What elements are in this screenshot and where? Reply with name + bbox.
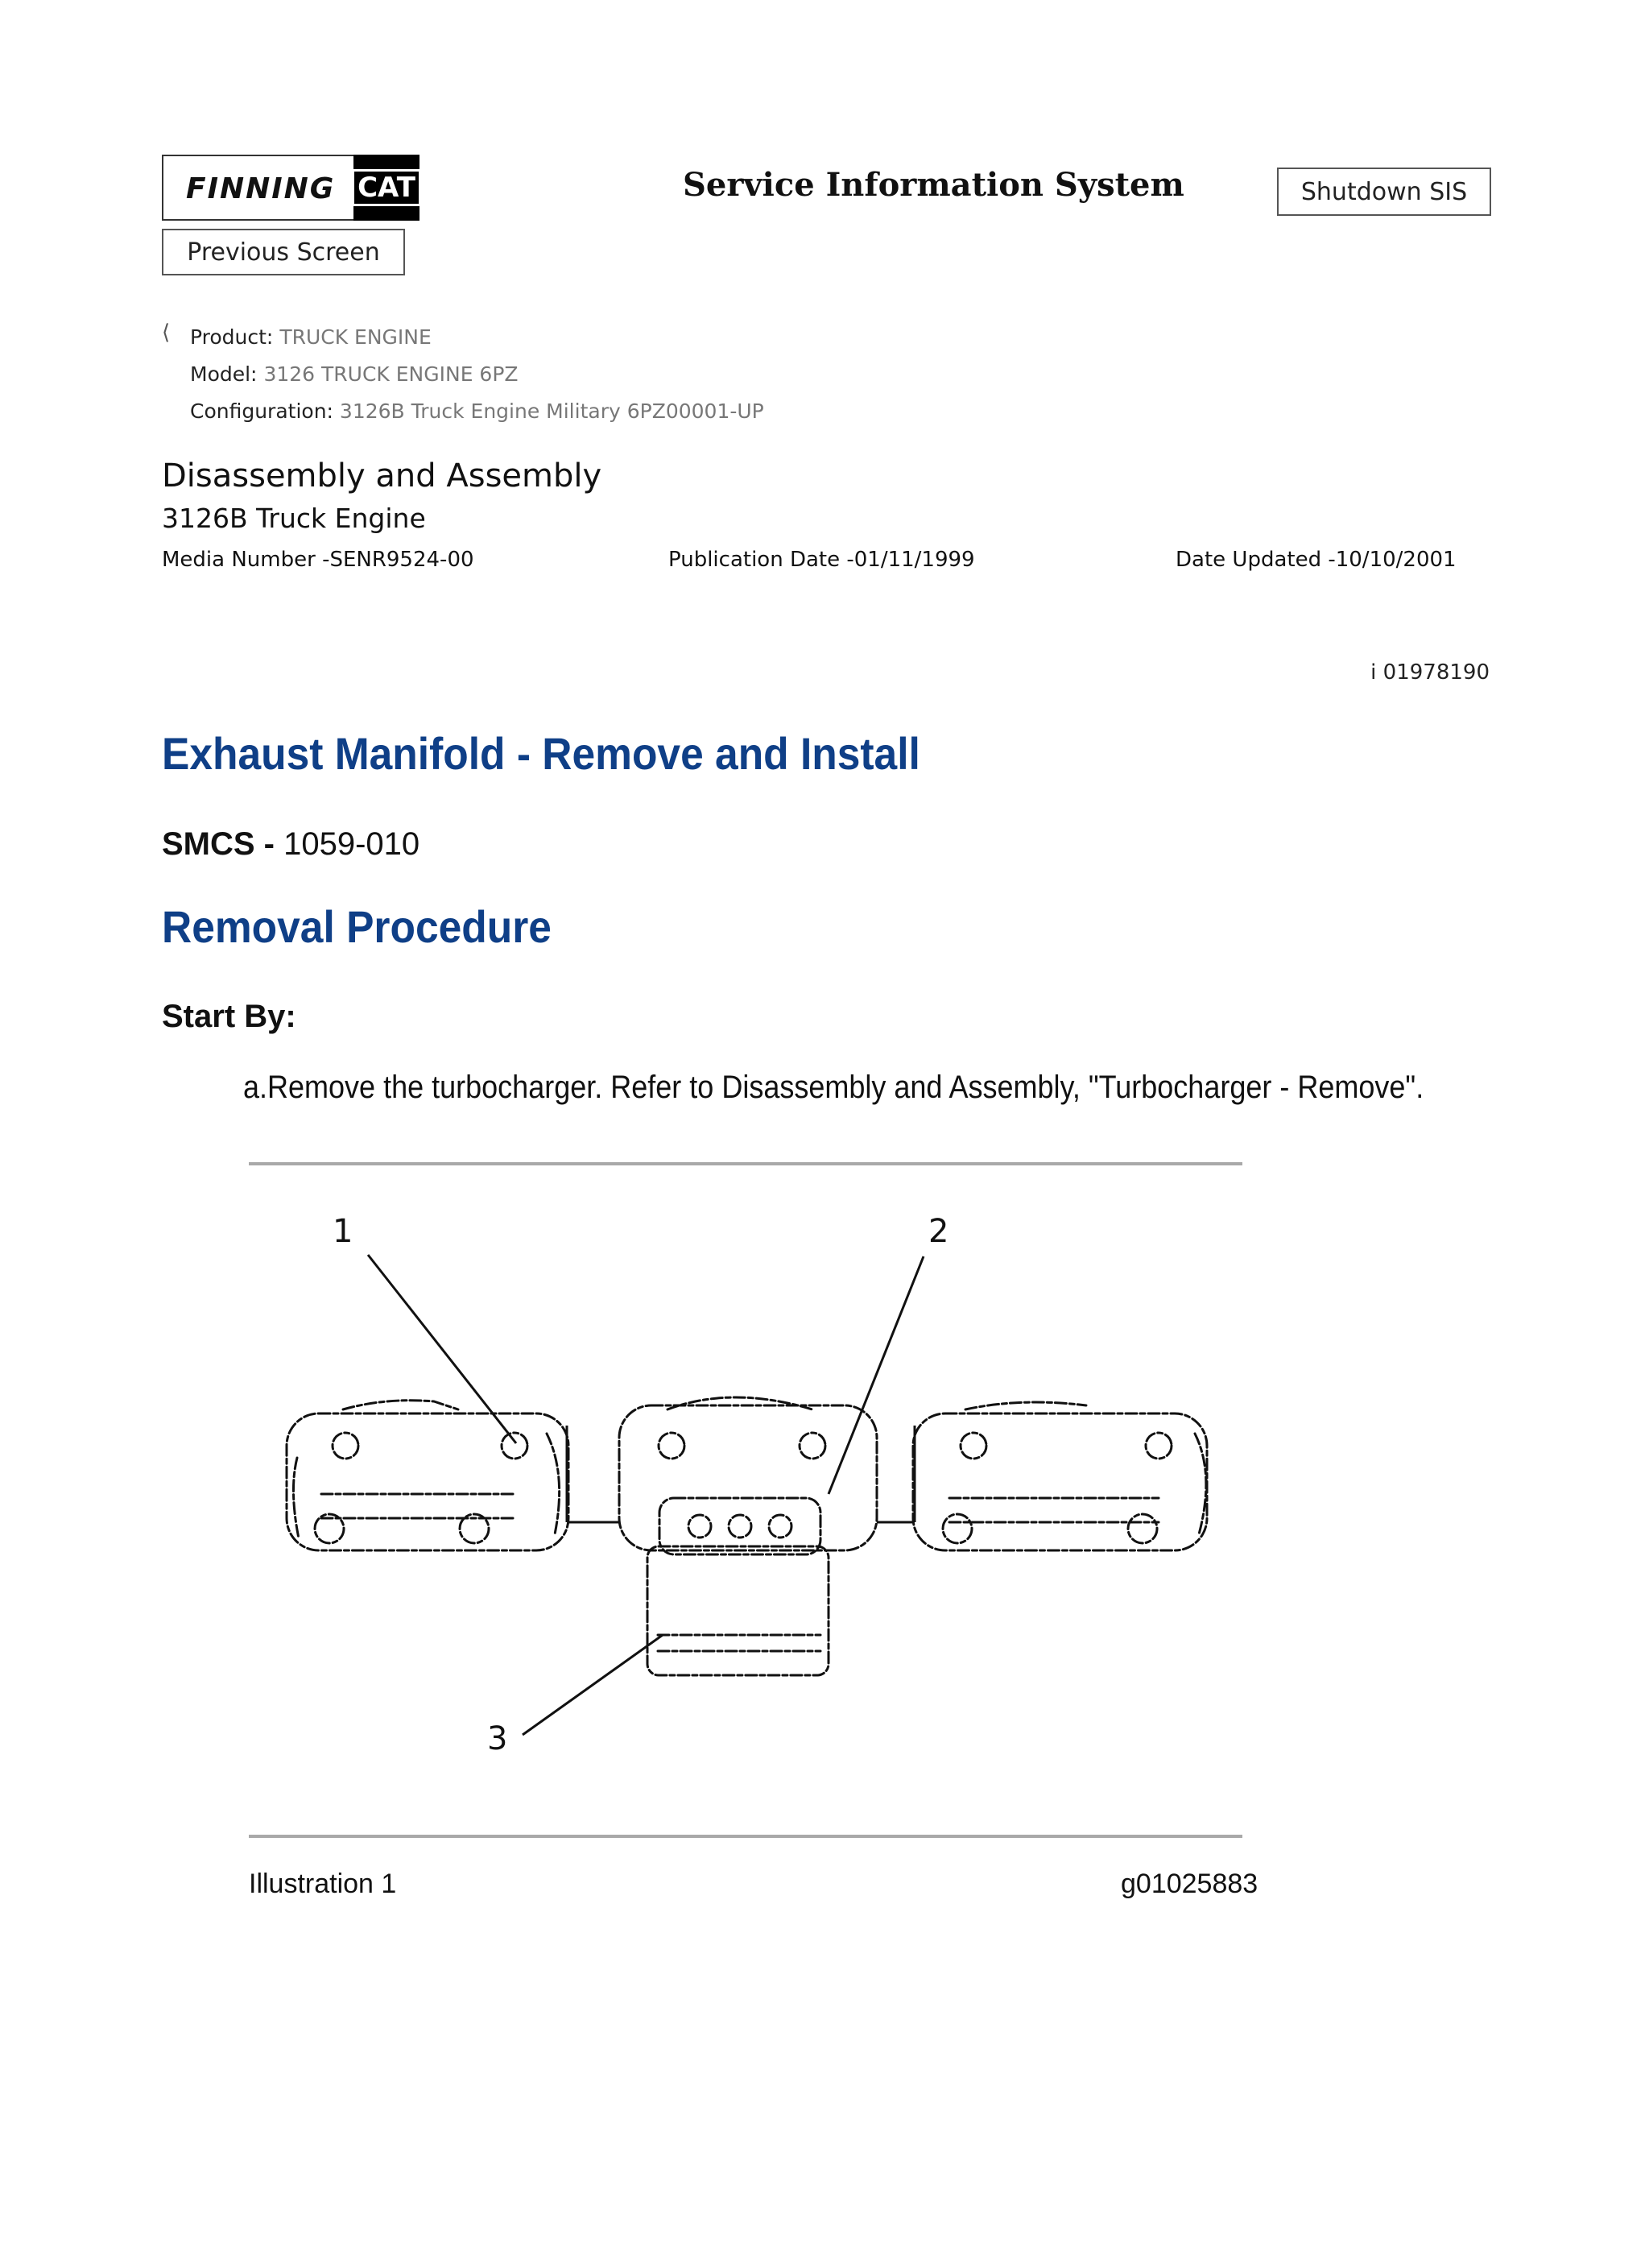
document-id: i 01978190	[1370, 660, 1490, 685]
system-title: Service Information System	[683, 166, 1184, 204]
breadcrumb-product	[190, 319, 764, 356]
breadcrumb-configuration	[190, 393, 764, 430]
logo-text: FINNING	[186, 172, 336, 205]
document-title: Disassembly and Assembly	[162, 457, 602, 495]
step-item: a.Remove the turbocharger. Refer to Disassembly and Assembly, "Turbocharger - Remove".	[243, 1070, 1424, 1105]
product-key: Product:	[190, 325, 274, 349]
previous-screen-button[interactable]: Previous Screen	[162, 229, 405, 275]
manifold-left-section	[287, 1401, 568, 1550]
section-heading: Removal Procedure	[162, 901, 552, 952]
callout-2-label: 2	[928, 1213, 949, 1250]
illustration-bottom-rule	[249, 1835, 1242, 1838]
model-key: Model:	[190, 362, 258, 386]
model-value: 3126 TRUCK ENGINE 6PZ	[263, 362, 519, 386]
cat-logo-text: CAT	[352, 169, 421, 206]
finning-cat-logo	[162, 155, 419, 221]
smcs-code	[162, 826, 419, 863]
cat-logo-mark	[353, 155, 419, 221]
breadcrumb	[190, 319, 764, 430]
exhaust-manifold-illustration	[249, 1168, 1242, 1828]
illustration-id: g01025883	[1121, 1869, 1258, 1899]
callout-3-leader	[523, 1635, 663, 1735]
product-value: TRUCK ENGINE	[279, 325, 432, 349]
page-heading: Exhaust Manifold - Remove and Install	[162, 728, 920, 779]
breadcrumb-model	[190, 356, 764, 393]
callout-1-label: 1	[333, 1213, 353, 1250]
collapse-arrow-icon[interactable]: ⟨	[162, 321, 171, 345]
smcs-value: 1059-010	[283, 826, 420, 862]
shutdown-sis-button[interactable]: Shutdown SIS	[1277, 168, 1491, 216]
media-number: Media Number -SENR9524-00	[162, 548, 474, 572]
illustration-caption: Illustration 1	[249, 1869, 397, 1899]
callout-3-label: 3	[487, 1720, 508, 1757]
start-by-label: Start By:	[162, 999, 296, 1034]
document-subtitle: 3126B Truck Engine	[162, 503, 426, 534]
date-updated: Date Updated -10/10/2001	[1176, 548, 1457, 572]
configuration-key: Configuration:	[190, 399, 333, 423]
smcs-label: SMCS -	[162, 826, 275, 862]
configuration-value: 3126B Truck Engine Military 6PZ00001-UP	[339, 399, 764, 423]
manifold-right-section	[913, 1402, 1207, 1550]
illustration-top-rule	[249, 1162, 1242, 1165]
callout-1-leader	[368, 1255, 516, 1443]
publication-date: Publication Date -01/11/1999	[668, 548, 975, 572]
manifold-center-section	[619, 1397, 877, 1675]
